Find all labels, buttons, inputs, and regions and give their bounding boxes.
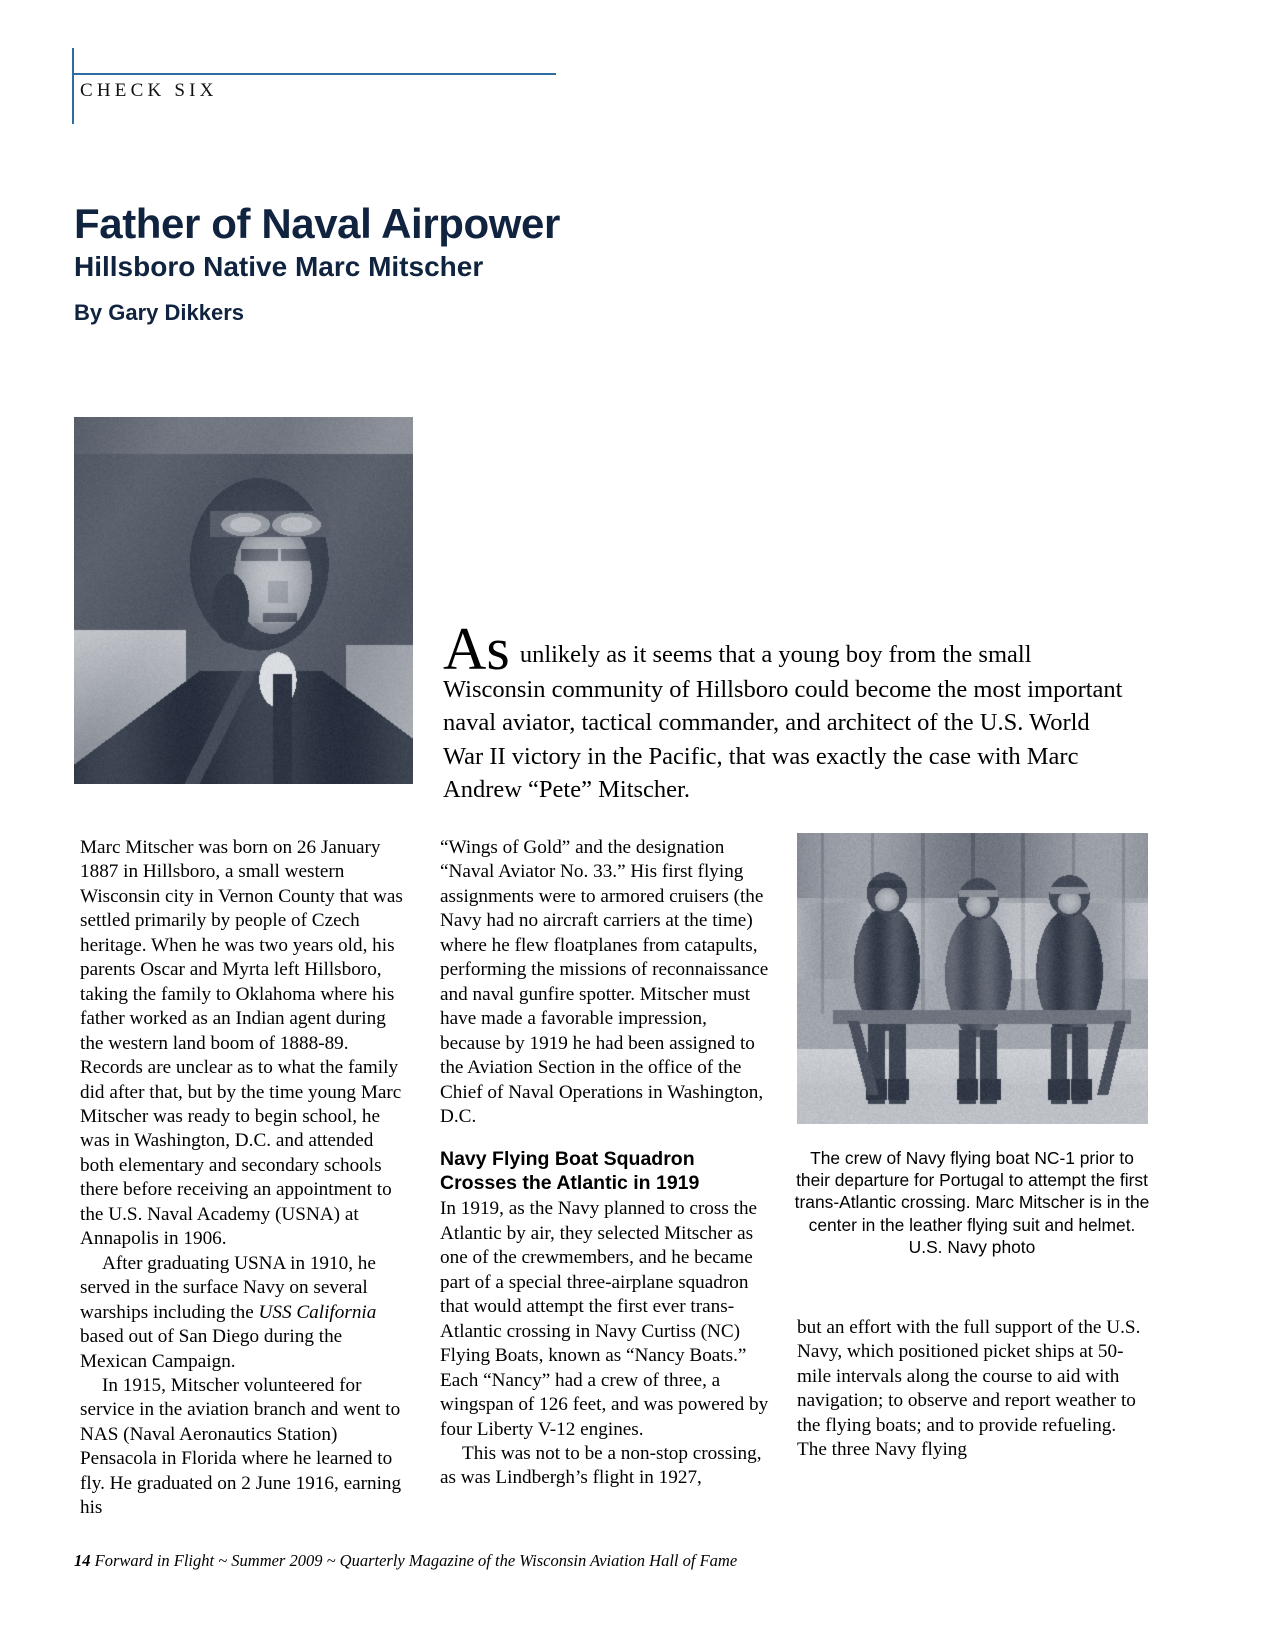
byline: By Gary Dikkers [74,300,244,325]
intro-text: unlikely as it seems that a young boy from the small Wisconsin community of Hillsboro could become the most important naval aviator, tactical commander, and architect of the U.S. World War II victory in the Pacific, that was exactly the case with Marc Andrew “Pete” Mitscher. [443,640,1123,803]
paragraph: “Wings of Gold” and the designation “Naval Aviator No. 33.” His first flying assignments were to armored cruisers (the Navy had no aircraft carriers at the time) where he flew floatplanes from catapults, performing the missions of reconnaissance and naval gunfire spotter. Mitscher must have made a favorable impression, because by 1919 he had been assigned to the Aviation Section in the office of the Chief of Naval Operations in Washington, D.C. [440,837,769,1127]
footer-text: Forward in Flight ~ Summer 2009 ~ Quarterly Magazine of the Wisconsin Aviation Hall of Fame [94,1551,738,1570]
section-subheading: Navy Flying Boat Squadron Crosses the Atlantic in 1919 [440,1148,700,1195]
page-footer [74,1551,737,1571]
body-column-2 [440,836,770,1491]
portrait-photo [74,417,413,784]
section-kicker: CHECK SIX [80,80,218,101]
intro-paragraph [443,615,1133,807]
ship-name: USS California [258,1301,377,1323]
page-title: Father of Naval Airpower [74,200,560,248]
paragraph: This was not to be a non-stop crossing, as was Lindbergh’s flight in 1927, [440,1442,762,1489]
header-rule-horizontal [72,73,556,75]
paragraph: In 1919, as the Navy planned to cross the Atlantic by air, they selected Mitscher as one of the crewmembers, and he became part of a special three-airplane squadron that would attempt the first ever trans-Atlantic crossing in Navy Curtiss (NC) Flying Boats, known as “Nancy Boats.” Each “Nancy” had a crew of three, a wingspan of 126 feet, and was powered by four Liberty V-12 engines. [440,1198,769,1440]
portrait-photo-canvas [74,417,413,784]
body-column-3 [797,1316,1146,1463]
paragraph-text: After graduating USNA in 1910, he served in the surface Navy on several warships including the [80,1252,376,1323]
body-column-1 [80,836,410,1521]
paragraph [80,1252,410,1374]
crew-photo-canvas [797,833,1148,1124]
paragraph-text-cont: based out of San Diego during the Mexican Campaign. [80,1326,343,1372]
page-number: 14 [74,1551,91,1570]
paragraph: but an effort with the full support of the U.S. Navy, which positioned picket ships at 50-mile intervals along the course to aid with navigation; to observe and report weather to the flying boats; and to provide refueling. The three Navy flying [797,1317,1141,1461]
paragraph: In 1915, Mitscher volunteered for service in the aviation branch and went to NAS (Naval Aeronautics Station) Pensacola in Florida where he learned to fly. He graduated on 2 June 1916, earning his [80,1374,402,1519]
photo-caption: The crew of Navy flying boat NC-1 prior to their departure for Portugal to attempt the first trans-Atlantic crossing. Marc Mitscher is in the center in the leather flying suit and helmet. U.S. Navy photo [794,1148,1150,1257]
page-subtitle: Hillsboro Native Marc Mitscher [74,251,484,283]
paragraph: Marc Mitscher was born on 26 January 1887 in Hillsboro, a small western Wisconsin city in Vernon County that was settled primarily by people of Czech heritage. When he was two years old, his parents Oscar and Myrta left Hillsboro, taking the family to Oklahoma where his father worked as an Indian agent during the western land boom of 1888-89. Records are unclear as to what the family did after that, but by the time young Marc Mitscher was ready to begin school, he was in Washington, D.C. and attended both elementary and secondary schools there before receiving an appointment to the U.S. Naval Academy (USNA) at Annapolis in 1906. [80,837,403,1250]
crew-photo [797,833,1148,1124]
drop-cap: As [443,615,510,682]
header-rule-vertical [72,48,74,124]
